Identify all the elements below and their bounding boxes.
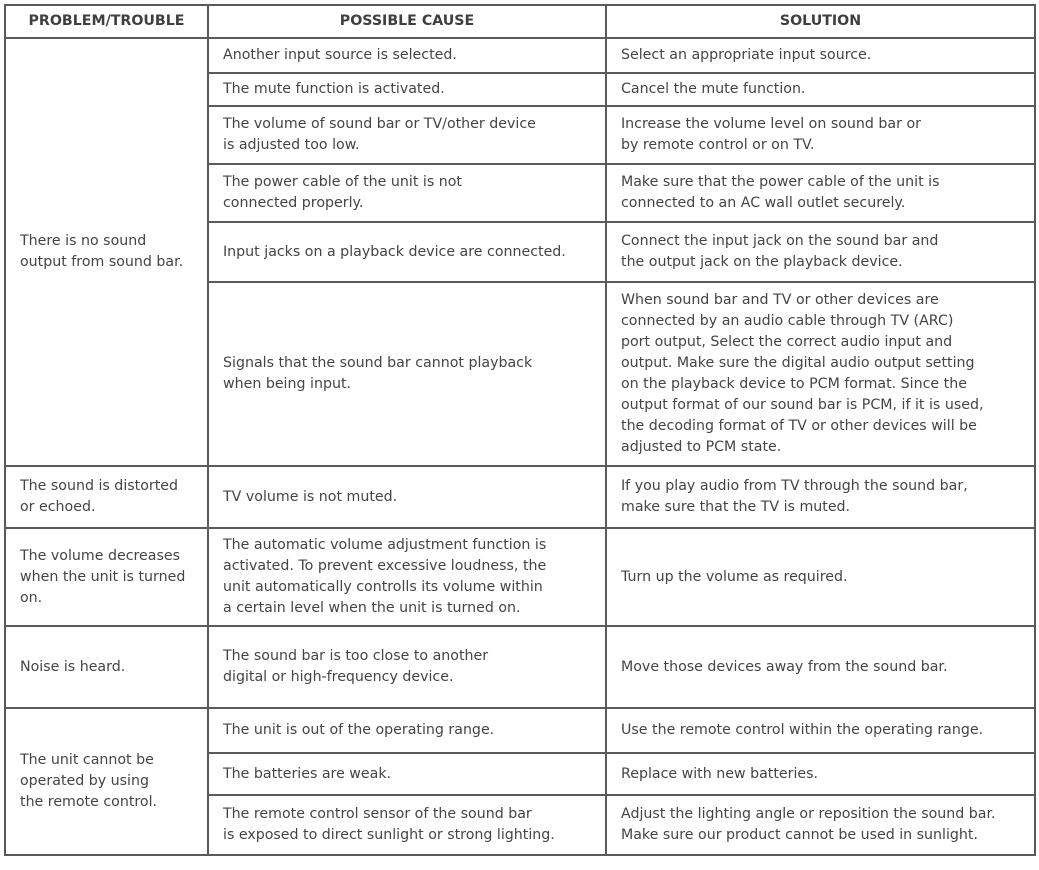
- troubleshooting-table: [4, 4, 1036, 856]
- problem-text: There is no sound output from sound bar.: [20, 233, 184, 270]
- solution-text: Connect the input jack on the sound bar and the output jack on the playback device.: [621, 233, 939, 270]
- problem-text: Noise is heard.: [20, 658, 126, 675]
- cause-text: The sound bar is too close to another digital or high-frequency device.: [223, 648, 489, 685]
- cause-text: Input jacks on a playback device are connected.: [223, 243, 566, 260]
- cause-text: The power cable of the unit is not connected properly.: [223, 174, 462, 211]
- solution-text: Use the remote control within the operating range.: [621, 722, 984, 738]
- cause-cell: [208, 164, 606, 222]
- table-row: [5, 708, 1035, 753]
- problem-cell: [5, 466, 208, 528]
- problem-text: The unit cannot be operated by using the remote control.: [20, 752, 158, 810]
- cause-text: The mute function is activated.: [223, 81, 445, 97]
- solution-cell: [606, 753, 1035, 795]
- solution-text: If you play audio from TV through the sound bar, make sure that the TV is muted.: [621, 478, 968, 515]
- header-row: [5, 5, 1035, 38]
- table-row: [5, 528, 1035, 626]
- solution-cell: [606, 38, 1035, 73]
- cause-cell: [208, 38, 606, 73]
- solution-text: Replace with new batteries.: [621, 765, 819, 782]
- problem-text: The volume decreases when the unit is turned on.: [20, 547, 186, 606]
- solution-cell: [606, 528, 1035, 626]
- table-row: [5, 626, 1035, 708]
- solution-cell: [606, 795, 1035, 855]
- solution-cell: [606, 626, 1035, 708]
- cause-cell: [208, 106, 606, 164]
- solution-cell: [606, 222, 1035, 282]
- solution-text: Select an appropriate input source.: [621, 47, 872, 63]
- cause-cell: [208, 626, 606, 708]
- cause-text: Signals that the sound bar cannot playback when being input.: [223, 355, 533, 392]
- cause-text: The batteries are weak.: [223, 765, 392, 782]
- cause-cell: [208, 466, 606, 528]
- cause-text: The volume of sound bar or TV/other device is adjusted too low.: [223, 116, 536, 153]
- cause-text: The remote control sensor of the sound bar is exposed to direct sunlight or strong lighting.: [223, 806, 555, 843]
- cause-text: The unit is out of the operating range.: [223, 722, 495, 738]
- solution-cell: [606, 466, 1035, 528]
- solution-text: Make sure that the power cable of the unit is connected to an AC wall outlet securely.: [621, 174, 940, 211]
- cause-cell: [208, 222, 606, 282]
- problem-cell: [5, 528, 208, 626]
- cause-cell: [208, 753, 606, 795]
- table-row: [5, 466, 1035, 528]
- table-row: [5, 38, 1035, 73]
- solution-text: Increase the volume level on sound bar or by remote control or on TV.: [621, 116, 921, 153]
- solution-cell: [606, 282, 1035, 466]
- cause-text: Another input source is selected.: [223, 47, 457, 63]
- problem-text: The sound is distorted or echoed.: [20, 478, 179, 515]
- solution-text: Adjust the lighting angle or reposition the sound bar. Make sure our product cannot be used in sunlight.: [621, 806, 996, 843]
- cause-cell: [208, 73, 606, 106]
- solution-cell: [606, 708, 1035, 753]
- solution-text: Move those devices away from the sound bar.: [621, 658, 948, 675]
- problem-cell: [5, 708, 208, 855]
- problem-cell: [5, 626, 208, 708]
- problem-cell: [5, 38, 208, 466]
- solution-cell: [606, 164, 1035, 222]
- header-problem: PROBLEM/TROUBLE: [5, 5, 208, 38]
- solution-text: Turn up the volume as required.: [621, 568, 848, 585]
- cause-cell: [208, 708, 606, 753]
- cause-cell: [208, 795, 606, 855]
- cause-text: The automatic volume adjustment function is activated. To prevent excessive loudness, the unit automatically controlls its volume within a certain level when the unit is turned on.: [223, 537, 547, 616]
- solution-cell: [606, 73, 1035, 106]
- solution-text: Cancel the mute function.: [621, 81, 806, 97]
- solution-text: When sound bar and TV or other devices are connected by an audio cable through TV (ARC) port output, Select the correct audio input and output. Make sure the digital audio output setting on the playback device to PCM format. Since the output format of our sound bar is PCM, if it is used, the decoding format of TV or other devices will be adjusted to PCM state.: [621, 292, 984, 455]
- header-solution: SOLUTION: [606, 5, 1035, 38]
- cause-text: TV volume is not muted.: [223, 488, 398, 505]
- cause-cell: [208, 282, 606, 466]
- header-cause: POSSIBLE CAUSE: [208, 5, 606, 38]
- solution-cell: [606, 106, 1035, 164]
- cause-cell: [208, 528, 606, 626]
